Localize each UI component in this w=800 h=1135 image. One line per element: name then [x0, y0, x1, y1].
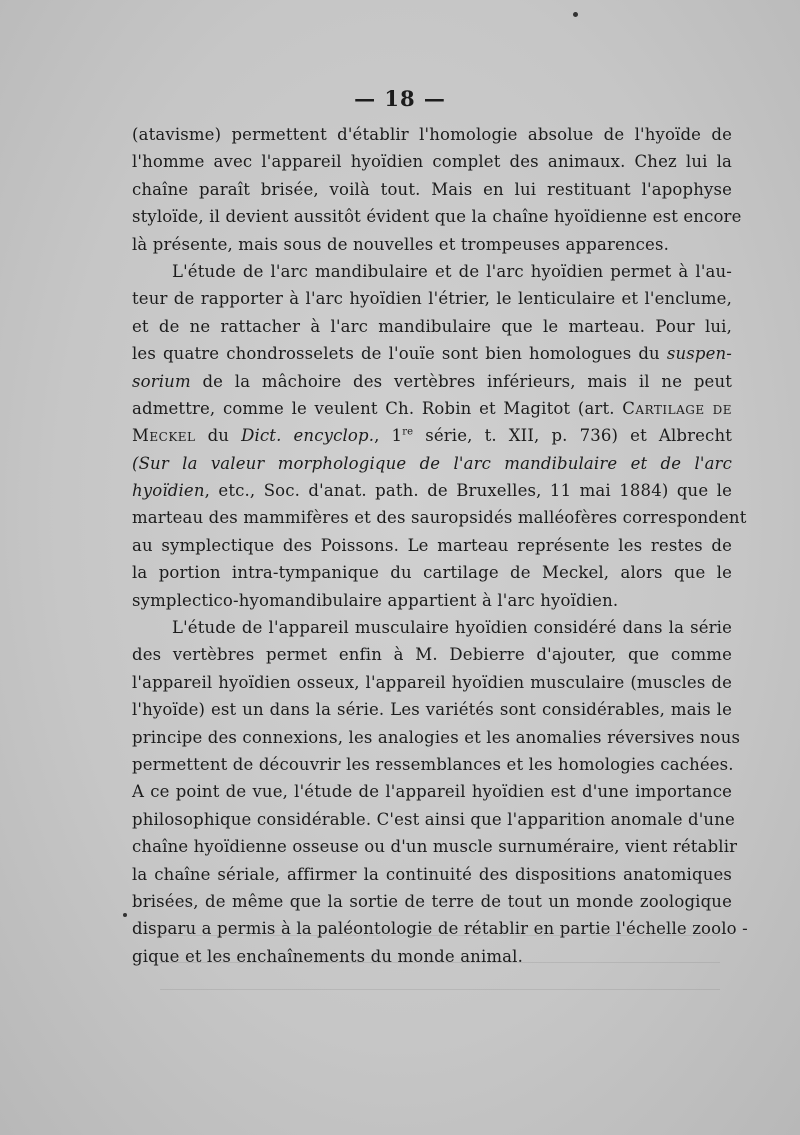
- page-body: [132, 121, 748, 970]
- superscript: re: [402, 426, 414, 438]
- text-line: Meckel du Dict. encyclop., 1re série, t. XII, p. 736) et Albrecht: [132, 426, 733, 446]
- text-line: des vertèbres permet enfin à M. Debierre d'ajouter, que comme: [132, 645, 732, 665]
- italic-span: sorium: [132, 371, 191, 391]
- text-line: la portion intra-tympanique du cartilage de Meckel, alors que le: [132, 563, 732, 583]
- text-line: styloïde, il devient aussitôt évident que la chaîne hyoïdienne est encore: [132, 207, 742, 227]
- text-line: disparu a permis à la paléontologie de rétablir en partie l'échelle zoolo -: [132, 919, 748, 939]
- text-line: la chaîne sériale, affirmer la continuité des dispositions anatomiques: [132, 864, 732, 884]
- text-line: A ce point de vue, l'étude de l'appareil hyoïdien est d'une importance: [132, 782, 732, 802]
- speck-mark: [573, 12, 578, 17]
- italic-span: Dict. encyclop.: [241, 426, 375, 446]
- italic-span: (Sur la valeur morphologique de l'arc mandibulaire et de l'arc: [132, 453, 732, 473]
- italic-span: hyoïdien: [132, 481, 205, 501]
- text-line: chaîne hyoïdienne osseuse ou d'un muscle surnuméraire, vient rétablir: [132, 837, 738, 857]
- text-line: hyoïdien, etc., Soc. d'anat. path. de Bruxelles, 11 mai 1884) que le: [132, 481, 732, 501]
- text-line: permettent de découvrir les ressemblances et les homologies cachées.: [132, 754, 734, 774]
- text-line: symplectico-hyomandibulaire appartient à l'arc hyoïdien.: [132, 590, 619, 610]
- text-line: principe des connexions, les analogies et les anomalies réversives nous: [132, 727, 741, 747]
- text-line: l'homme avec l'appareil hyoïdien complet des animaux. Chez lui la: [132, 152, 732, 172]
- text-line: marteau des mammifères et des sauropsidés malléofères correspondent: [132, 508, 747, 528]
- text-line: admettre, comme le veulent Ch. Robin et Magitot (art. Cartilage de: [132, 398, 733, 418]
- text-line: chaîne paraît brisée, voilà tout. Mais en lui restituant l'apophyse: [132, 179, 732, 199]
- text-line: brisées, de même que la sortie de terre de tout un monde zoologique: [132, 891, 732, 911]
- text-line: [132, 450, 732, 477]
- text-line: là présente, mais sous de nouvelles et trompeuses apparences.: [132, 234, 669, 254]
- italic-span: suspen-: [666, 344, 732, 364]
- text-line: L'étude de l'appareil musculaire hyoïdien considéré dans la série: [172, 618, 732, 638]
- paragraph-3: [132, 614, 748, 970]
- text-line: teur de rapporter à l'arc hyoïdien l'étrier, le lenticulaire et l'enclume,: [132, 289, 732, 309]
- small-caps-span: Meckel: [132, 426, 196, 446]
- text-line: l'appareil hyoïdien osseux, l'appareil hyoïdien musculaire (muscles de: [132, 672, 732, 692]
- text-line: sorium de la mâchoire des vertèbres inférieurs, mais il ne peut: [132, 371, 732, 391]
- text-line: et de ne rattacher à l'arc mandibulaire que le marteau. Pour lui,: [132, 316, 732, 336]
- text-line: les quatre chondrosselets de l'ouïe sont bien homologues du suspen-: [132, 344, 732, 364]
- page-number: — 18 —: [354, 86, 446, 111]
- text-line: gique et les enchaînements du monde animal.: [132, 946, 523, 966]
- text-line: au symplectique des Poissons. Le marteau représente les restes de: [132, 535, 732, 555]
- paragraph-2: [132, 258, 747, 614]
- text-line: (atavisme) permettent d'établir l'homologie absolue de l'hyoïde de: [132, 125, 732, 144]
- text-line: L'étude de l'arc mandibulaire et de l'arc hyoïdien permet à l'au-: [172, 261, 732, 281]
- text-line: philosophique considérable. C'est ainsi que l'apparition anomale d'une: [132, 809, 735, 829]
- text-line: l'hyoïde) est un dans la série. Les variétés sont considérables, mais le: [132, 700, 732, 720]
- margin-dot-mark: [123, 913, 127, 917]
- small-caps-span: Cartilage de: [622, 398, 733, 418]
- paragraph-1: [132, 121, 742, 258]
